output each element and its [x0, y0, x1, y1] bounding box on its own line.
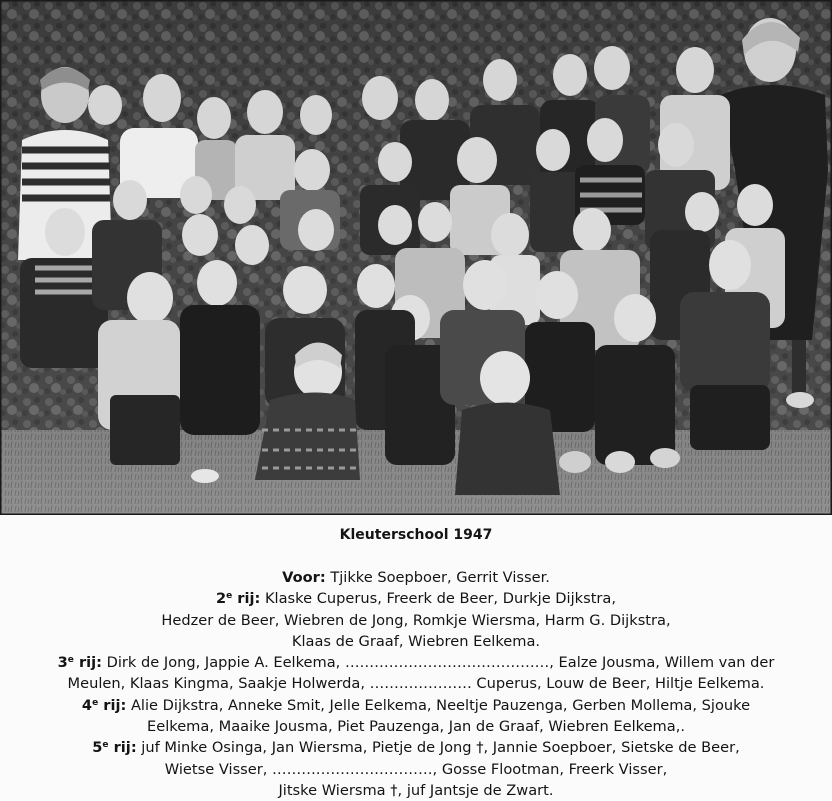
caption-line-row3-b: Meulen, Klaas Kingma, Saakje Holwerda, ………………… Cuperus, Louw de Beer, Hiltje Eelkema. [67, 675, 765, 693]
caption-line-row2-a [0, 588, 832, 609]
names-row5-a: juf Minke Osinga, Jan Wiersma, Pietje de Jong †, Jannie Soepboer, Sietske de Beer, [136, 739, 740, 757]
names-row2-a: Klaske Cuperus, Freerk de Beer, Durkje Dijkstra, [260, 590, 617, 608]
caption-line-row2-c: Klaas de Graaf, Wiebren Eelkema. [291, 632, 541, 650]
caption-line-row4-b: Eelkema, Maaike Jousma, Piet Pauzenga, Jan de Graaf, Wiebren Eelkema,. [147, 718, 685, 736]
caption-panel [0, 515, 832, 800]
caption-line-front [0, 567, 832, 588]
row-label-2: 2e rij: [215, 590, 261, 608]
caption-line-row2-b: Hedzer de Beer, Wiebren de Jong, Romkje Wiersma, Harm G. Dijkstra, [161, 611, 671, 629]
caption-line-row5-c: Jitske Wiersma †, juf Jantsje de Zwart. [278, 781, 554, 799]
caption-lines [0, 567, 832, 801]
names-row3-a: Dirk de Jong, Jappie A. Eelkema, ……………………………………, Ealze Jousma, Willem van der [101, 654, 775, 672]
row-label-5: 5e rij: [92, 739, 137, 757]
caption-line-row3-a [0, 652, 832, 673]
caption-line-row4-a [0, 695, 832, 716]
names-front: Tjikke Soepboer, Gerrit Visser. [325, 569, 550, 586]
names-row4-a: Alie Dijkstra, Anneke Smit, Jelle Eelkema, Neeltje Pauzenga, Gerben Mollema, Sjouke [126, 696, 751, 714]
row-label-front: Voor: [282, 569, 326, 586]
row-label-4: 4e rij: [81, 696, 127, 714]
row-label-3: 3e rij: [57, 654, 102, 672]
caption-title: Kleuterschool 1947 [339, 527, 493, 543]
caption-line-row5-b: Wietse Visser, ……………………………, Gosse Flootman, Freerk Visser, [164, 760, 668, 778]
caption-line-row5-a [0, 737, 832, 758]
